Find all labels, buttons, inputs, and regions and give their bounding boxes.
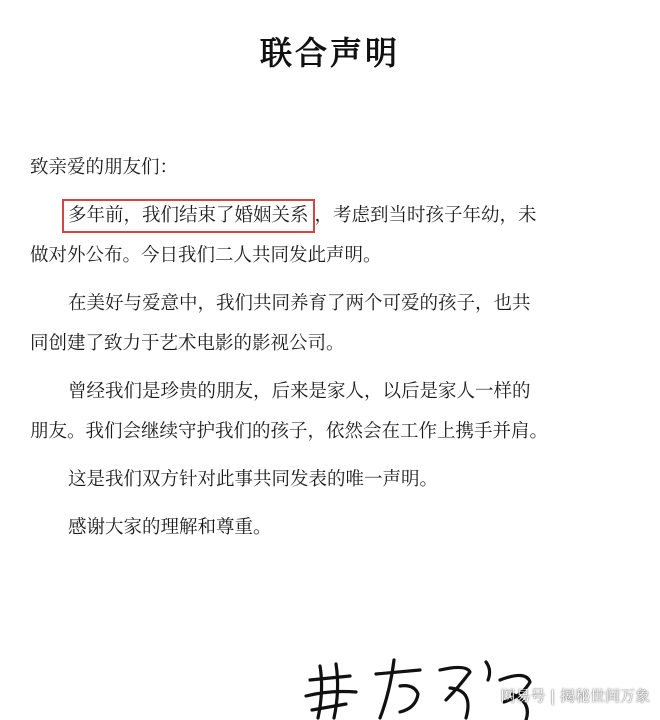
paragraph-1 [30, 196, 630, 276]
document-title: 联合声明 [259, 34, 400, 72]
statement-body [30, 148, 630, 556]
paragraph-3-line-2: 朋友。我们会继续守护我们的孩子，依然会在工作上携手并肩。 [30, 421, 549, 442]
watermark: 网易号 | 揭秘世间万象 [500, 687, 650, 705]
paragraph-5-line-1: 感谢大家的理解和尊重。 [68, 517, 272, 538]
highlighted-phrase: 多年前，我们结束了婚姻关系 [62, 199, 315, 233]
handwritten-signature [290, 640, 590, 720]
paragraph-4 [30, 460, 630, 500]
paragraph-2-line-2: 同创建了致力于艺术电影的影视公司。 [30, 333, 345, 354]
paragraph-2 [30, 284, 630, 364]
paragraph-2-line-1: 在美好与爱意中，我们共同养育了两个可爱的孩子，也共 [68, 293, 531, 314]
paragraph-3-line-1: 曾经我们是珍贵的朋友，后来是家人，以后是家人一样的 [68, 381, 531, 402]
paragraph-3 [30, 372, 630, 452]
greeting: 致亲爱的朋友们： [30, 157, 179, 178]
paragraph-1-text: ，考虑到当时孩子年幼，未 [314, 205, 537, 226]
paragraph-1-line-2: 做对外公布。今日我们二人共同发此声明。 [30, 245, 382, 266]
paragraph-5 [30, 508, 630, 548]
paragraph-4-line-1: 这是我们双方针对此事共同发表的唯一声明。 [68, 469, 439, 490]
